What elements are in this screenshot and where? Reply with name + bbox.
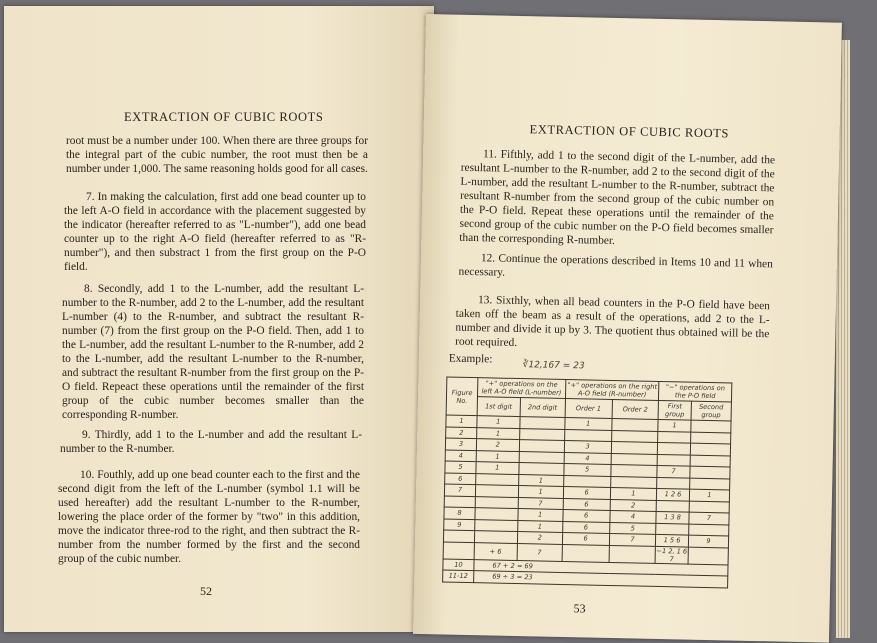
- table-cell-l2: 7: [517, 543, 563, 561]
- table-cell-p2: [689, 501, 730, 513]
- table-cell-r2: [611, 441, 658, 453]
- table-cell-p2: 9: [688, 535, 729, 547]
- table-cell-p1: [656, 523, 689, 535]
- table-cell-l2: 1: [517, 509, 562, 521]
- table-cell-r2: 1: [610, 487, 657, 499]
- table-cell-r2: 7: [609, 533, 656, 545]
- table-cell-fig: 7: [444, 484, 475, 496]
- table-cell-r2: [611, 430, 658, 442]
- table-cell-r2: [610, 476, 657, 488]
- table-cell-p1: [658, 431, 691, 443]
- table-cell-r1: [562, 544, 609, 562]
- left-paragraph-7: 7. In making the calculation, first add one bead counter up to the left A-O field in accordance with the placement suggested by the indicator (hereafter referred to as "L-number"), add one bead counter up to the right A-O field (hereafter referred to as "R-number"), and then substract 1 from the first group on the P-O field.: [64, 191, 366, 273]
- header-right-order-2: Order 2: [612, 399, 659, 419]
- table-cell-fig: [444, 495, 475, 507]
- table-cell-p2: [688, 524, 729, 536]
- table-cell-fig: [443, 530, 474, 542]
- table-cell-r1: [564, 429, 611, 441]
- table-cell-p1: [657, 454, 690, 466]
- table-cell-l1: 1: [477, 427, 520, 439]
- table-cell-fig: 2: [446, 427, 477, 439]
- table-cell-r1: 6: [562, 521, 609, 533]
- table-cell-r1: 3: [564, 440, 611, 452]
- right-paragraph-13: 13. Sixthly, when all bead counters in the P-O field have been taken off the beam as a result of the operations, add 2 to the L-number and divide it up by 3. The quotient thus obtained will be the root required.: [455, 294, 771, 349]
- table-cell-p1: [657, 477, 690, 489]
- table-cell-l2: 1: [517, 520, 562, 532]
- table-cell-l1: 2: [476, 439, 519, 451]
- table-cell-l1: [475, 496, 518, 508]
- table-cell-l2: 2: [517, 532, 562, 544]
- table-cell-r1: 6: [562, 532, 609, 544]
- example-formula: ∛12,167 = 23: [522, 360, 585, 372]
- example-label: Example:: [448, 352, 493, 366]
- left-paragraph-9: 9. Thirdly, add 1 to the L-number and add the resultant L-number to the R-number.: [60, 429, 362, 455]
- table-cell-p1: 1 5 6: [656, 534, 689, 546]
- table-cell-p1: 1 3 8: [656, 511, 689, 523]
- table-cell-p1: [656, 500, 689, 512]
- table-cell-p2: 7: [689, 512, 730, 524]
- left-page-number: 52: [200, 584, 212, 598]
- table-cell-r2: 5: [609, 522, 656, 534]
- table-cell-r1: 4: [564, 452, 611, 464]
- table-cell-fig: 1: [446, 415, 477, 427]
- table-cell-r2: [609, 545, 656, 563]
- table-cell-p2: [690, 443, 731, 455]
- table-cell-r2: 4: [609, 510, 656, 522]
- table-cell-p2: 1: [689, 489, 730, 501]
- table-cell-l1: [475, 519, 518, 531]
- table-cell-p2: [690, 432, 731, 444]
- right-page-number: 53: [573, 601, 586, 616]
- header-po-first-group: First group: [658, 400, 691, 420]
- table-cell-p2: [688, 547, 729, 565]
- table-cell-fig: 8: [444, 507, 475, 519]
- calculation-table-body: [443, 415, 731, 564]
- table-cell-fig: 4: [445, 450, 476, 462]
- right-page-header: EXTRACTION OF CUBIC ROOTS: [529, 122, 730, 141]
- table-cell-fig: 9: [444, 518, 475, 530]
- table-cell-l2: [519, 440, 564, 452]
- table-cell-r1: 5: [564, 463, 611, 475]
- table-cell-r2: [610, 464, 657, 476]
- table-cell-l1: [474, 531, 517, 543]
- table-cell-p1: 1: [658, 419, 691, 431]
- left-page: [4, 6, 434, 632]
- table-cell-summary: 69 ÷ 3 = 23: [474, 571, 728, 588]
- table-cell-r2: 2: [610, 499, 657, 511]
- table-cell-fig: 5: [445, 461, 476, 473]
- table-cell-l2: 7: [518, 497, 563, 509]
- table-cell-l2: [519, 417, 564, 429]
- table-cell-l1: 1: [477, 416, 520, 428]
- left-paragraph-8: 8. Secondly, add 1 to the L-number, add the resultant L-number to the R-number, add 2 to the L-number, add the resultant L-number (4) to the R-number, and subtract the resultant R-number (7) from the first group on the P-O field. Then, add 1 to the L-number, add the resultant L-number to the R-number, add 2 to the L-number, add the resultant L-number to the R-number, and subtract the resultant R-number from the first group on the P-O field. Repeact these operations until the remainder of the first group of the cubic number becomes smaller than the corresponding R-number.: [62, 283, 364, 421]
- table-cell-l2: [519, 451, 564, 463]
- table-cell-l2: [518, 463, 563, 475]
- header-left-1st-digit: 1st digit: [477, 397, 520, 417]
- table-cell-l1: + 6: [474, 542, 517, 560]
- table-cell-l1: [475, 485, 518, 497]
- table-cell-r1: 6: [563, 486, 610, 498]
- table-cell-r1: [563, 475, 610, 487]
- table-cell-figure: 10: [443, 558, 474, 570]
- table-cell-l2: 1: [518, 474, 563, 486]
- header-figure-no: Figure No.: [446, 377, 478, 416]
- right-page: [413, 14, 842, 643]
- calculation-table: [442, 377, 732, 588]
- left-paragraph-10: 10. Fouthly, add up one bead counter each to the first and the second digit from the left of the L-number (symbol 1.1 will be used hereafter) add the resultant L-number to the R-number, lowering the place order of the former by "two" in this addition, move the indicator three-rod to the right, and then subtract the R-number from the number formed by the first and the second group of the cubic number.: [58, 469, 360, 565]
- header-left-field: "+" operations on the left A-O field (L-number): [477, 378, 565, 399]
- left-paragraph-intro: root must be a number under 100. When there are three groups for the integral part of the cubic number, the root must then be a number under 1,000. The same reasoning holds good for all cases.: [66, 135, 368, 175]
- table-cell-p1: [658, 442, 691, 454]
- table-cell-figure: 11-12: [443, 570, 474, 582]
- table-cell-l1: [475, 508, 518, 520]
- header-po-second-group: Second group: [691, 401, 732, 421]
- table-cell-summary: 67 + 2 = 69: [474, 559, 728, 576]
- table-cell-r2: [611, 453, 658, 465]
- header-right-field: "+" operations on the right A-O field (R-number): [565, 380, 659, 401]
- table-cell-fig: 6: [445, 472, 476, 484]
- left-page-header: EXTRACTION OF CUBIC ROOTS: [124, 110, 324, 124]
- table-cell-r1: 6: [563, 509, 610, 521]
- table-cell-p2: [689, 478, 730, 490]
- table-cell-l2: 1: [518, 486, 563, 498]
- table-cell-fig: [443, 541, 474, 559]
- header-po-field: "−" operations on the P-O field: [659, 381, 732, 402]
- table-cell-l1: 1: [476, 450, 519, 462]
- header-right-order-1: Order 1: [565, 399, 612, 419]
- table-cell-r1: 6: [563, 498, 610, 510]
- table-cell-r1: 1: [565, 417, 612, 429]
- header-left-2nd-digit: 2nd digit: [520, 398, 566, 418]
- table-cell-p2: [691, 420, 732, 432]
- table-cell-p1: 1 2 6: [657, 488, 690, 500]
- table-cell-p2: [690, 466, 731, 478]
- table-cell-l1: [476, 473, 519, 485]
- table-cell-l2: [519, 428, 564, 440]
- table-cell-r2: [611, 418, 658, 430]
- right-paragraph-11: 11. Fifthly, add 1 to the second digit of the L-number, add the resultant L-number to the R-number, add 2 to the second digit of the L-number, add the resultant L-number to the R-number, subtract the resultant R-number from the second group of the cubic number on the P-O field. Repeat these operations until the remainder of the second group of the cubic number on the P-O field becomes smaller than the corresponding R-number.: [459, 148, 776, 248]
- right-paragraph-12: 12. Continue the operations described in Items 10 and 11 when necessary.: [458, 252, 773, 279]
- table-cell-p1: −1 2, 1 6 7: [656, 546, 688, 563]
- table-cell-l1: 1: [476, 462, 519, 474]
- table-cell-p2: [690, 455, 731, 467]
- table-cell-fig: 3: [445, 438, 476, 450]
- table-cell-p1: 7: [657, 465, 690, 477]
